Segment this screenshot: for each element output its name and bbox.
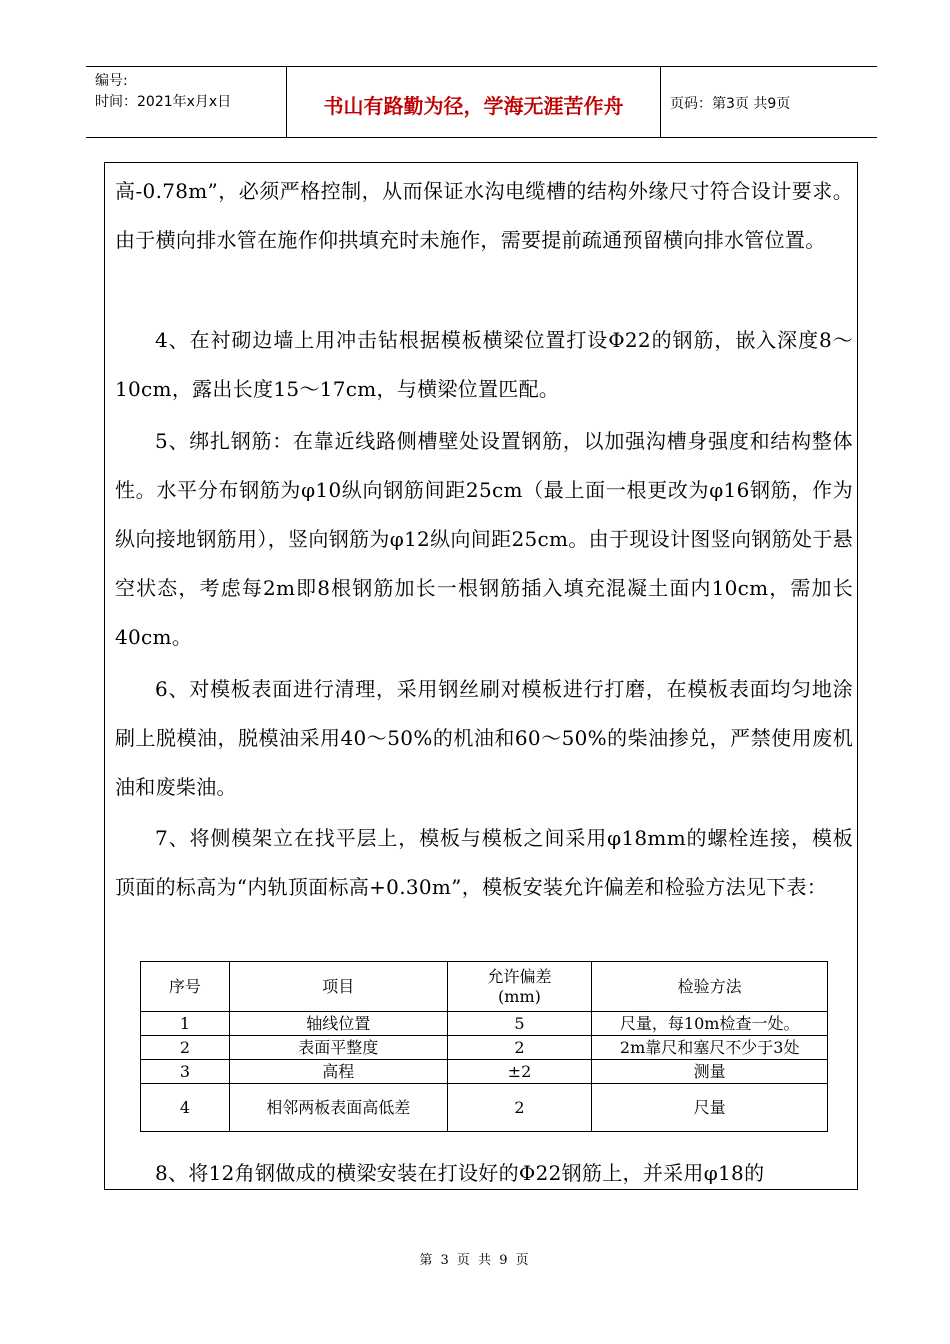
col-header-no: 序号 [141, 962, 230, 1012]
paragraph-step-7: 7、将侧模架立在找平层上，模板与模板之间采用φ18mm的螺栓连接，模板顶面的标高为“内轨顶面标高+0.30m”，模板安装允许偏差和检验方法见下表： [115, 826, 853, 899]
page-footer: 第 3 页 共 9 页 [419, 1253, 531, 1268]
table-header-row [141, 962, 828, 1012]
cell-method: 尺量 [592, 1084, 828, 1132]
col-header-item: 项目 [229, 962, 447, 1012]
tolerance-table [140, 961, 828, 1132]
cell-item: 轴线位置 [229, 1012, 447, 1036]
header-motto: 书山有路勤为径，学海无涯苦作舟 [323, 94, 624, 118]
cell-tolerance: ±2 [447, 1060, 592, 1084]
document-time-label: 时间：2021年x月x日 [95, 94, 232, 110]
cell-no: 4 [141, 1084, 230, 1132]
paragraph-step-6: 6、对模板表面进行清理，采用钢丝刷对模板进行打磨，在模板表面均匀地涂刷上脱模油，脱模油采用40～50%的机油和60～50%的柴油掺兑，严禁使用废机油和废柴油。 [115, 677, 853, 799]
col-header-tolerance: 允许偏差 (mm) [447, 962, 592, 1012]
paragraph-step-4: 4、在衬砌边墙上用冲击钻根据模板横梁位置打设Φ22的钢筋，嵌入深度8～10cm，露出长度15～17cm，与横梁位置匹配。 [115, 328, 853, 401]
header-page-cell [661, 67, 877, 137]
header-motto-cell [287, 67, 661, 137]
cell-method: 2m靠尺和塞尺不少于3处 [592, 1036, 828, 1060]
col-header-method: 检验方法 [592, 962, 828, 1012]
document-number-label: 编号: [95, 73, 128, 89]
cell-tolerance: 2 [447, 1084, 592, 1132]
cell-method: 测量 [592, 1060, 828, 1084]
table-row [141, 1036, 828, 1060]
cell-no: 1 [141, 1012, 230, 1036]
paragraph-step-8: 8、将12角钢做成的横梁安装在打设好的Φ22钢筋上，并采用φ18的 [155, 1161, 765, 1185]
cell-tolerance: 2 [447, 1036, 592, 1060]
header-meta-cell [86, 67, 287, 137]
cell-item: 表面平整度 [229, 1036, 447, 1060]
paragraph-continuation: 高-0.78m”，必须严格控制，从而保证水沟电缆槽的结构外缘尺寸符合设计要求。由于横向排水管在施作仰拱填充时未施作，需要提前疏通预留横向排水管位置。 [115, 179, 853, 252]
cell-item: 相邻两板表面高低差 [229, 1084, 447, 1132]
table-row [141, 1084, 828, 1132]
table-row [141, 1012, 828, 1036]
paragraph-step-5: 5、绑扎钢筋：在靠近线路侧槽壁处设置钢筋，以加强沟槽身强度和结构整体性。水平分布钢筋为φ10纵向钢筋间距25cm（最上面一根更改为φ16钢筋，作为纵向接地钢筋用），竖向钢筋为φ12纵向间距25cm。由于现设计图竖向钢筋处于悬空状态，考虑每2m即8根钢筋加长一根钢筋插入填充混凝土面内10cm，需加长40cm。 [115, 429, 853, 649]
cell-no: 3 [141, 1060, 230, 1084]
cell-item: 高程 [229, 1060, 447, 1084]
cell-tolerance: 5 [447, 1012, 592, 1036]
header-page-number: 页码：第3页 共9页 [670, 96, 791, 112]
cell-no: 2 [141, 1036, 230, 1060]
table-row [141, 1060, 828, 1084]
cell-method: 尺量，每10m检查一处。 [592, 1012, 828, 1036]
content-frame [104, 162, 858, 1190]
page-header [86, 66, 877, 138]
